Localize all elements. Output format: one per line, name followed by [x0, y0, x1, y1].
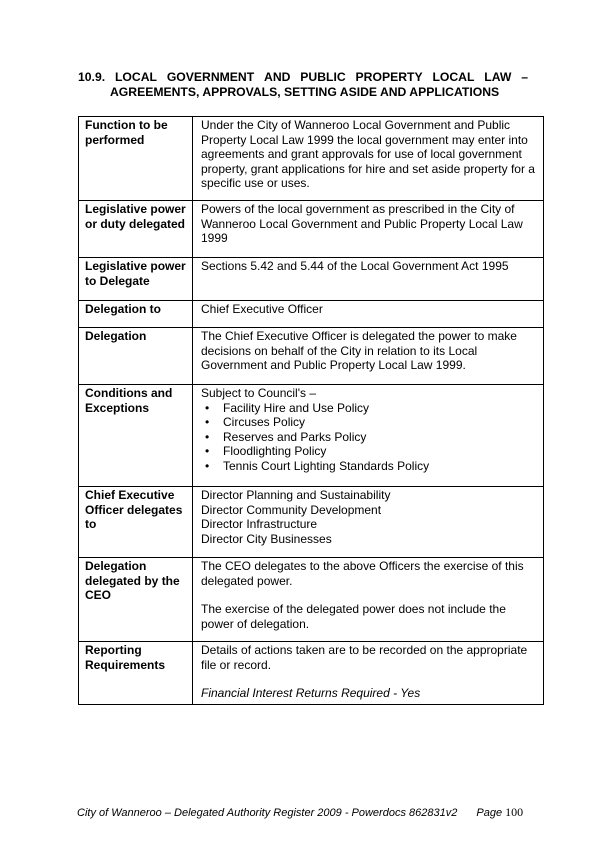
- table-row: [79, 301, 544, 328]
- row-value: [193, 385, 544, 487]
- table-row: [79, 642, 544, 705]
- list-item: • Circuses Policy: [223, 415, 538, 430]
- table-row: [79, 117, 544, 201]
- list-item: • Reserves and Parks Policy: [223, 430, 538, 445]
- row-label: Delegation: [79, 328, 193, 385]
- row-value: The Chief Executive Officer is delegated the power to make decisions on behalf of the City in relation to its Local Government and Public Property Local Law 1999.: [193, 328, 544, 385]
- delegation-table: [78, 116, 544, 705]
- heading-word: LOCAL: [432, 70, 475, 84]
- document-heading: [78, 70, 528, 100]
- delegate-officer: Director Infrastructure: [201, 517, 318, 531]
- row-label: Conditions and Exceptions: [79, 385, 193, 487]
- conditions-intro: Subject to Council's –: [201, 386, 317, 400]
- row-value: Sections 5.42 and 5.44 of the Local Government Act 1995: [193, 258, 544, 301]
- delegate-officer: Director City Businesses: [201, 531, 332, 546]
- financial-interest-note: Financial Interest Returns Required - Yes: [201, 686, 421, 700]
- paragraph: Details of actions taken are to be recorded on the appropriate file or record.: [201, 643, 528, 672]
- heading-word: LOCAL: [114, 70, 157, 84]
- row-label: Legislative power or duty delegated: [79, 201, 193, 258]
- paragraph: The CEO delegates to the above Officers the exercise of this delegated power.: [201, 559, 524, 588]
- list-item: • Facility Hire and Use Policy: [223, 401, 538, 416]
- page-label: Page: [476, 807, 503, 819]
- page-footer: [77, 805, 523, 820]
- heading-word: LAW: [484, 70, 512, 84]
- heading-word: –: [521, 70, 528, 84]
- heading-word: PROPERTY: [355, 70, 423, 84]
- table-row: [79, 201, 544, 258]
- paragraph: The exercise of the delegated power does not include the power of delegation.: [201, 602, 506, 631]
- row-label: Delegation to: [79, 301, 193, 328]
- row-value: [193, 558, 544, 642]
- list-item: • Tennis Court Lighting Standards Policy: [223, 459, 538, 474]
- table-row: [79, 258, 544, 301]
- row-label: Delegation delegated by the CEO: [79, 558, 193, 642]
- delegate-officer: Director Planning and Sustainability: [201, 488, 391, 502]
- row-label: Chief Executive Officer delegates to: [79, 487, 193, 558]
- heading-word: PUBLIC: [300, 70, 346, 84]
- table-row: [79, 558, 544, 642]
- heading-word: GOVERNMENT: [166, 70, 255, 84]
- conditions-list: [201, 401, 538, 474]
- page-number: 100: [505, 805, 524, 819]
- heading-line-1: [78, 70, 528, 85]
- row-label: Legislative power to Delegate: [79, 258, 193, 301]
- table-row: [79, 487, 544, 558]
- table-row: [79, 328, 544, 385]
- row-value: Powers of the local government as prescribed in the City of Wanneroo Local Government and Public Property Local Law 1999: [193, 201, 544, 258]
- heading-word: 10.9.: [78, 70, 106, 84]
- footer-text: City of Wanneroo – Delegated Authority Register 2009 - Powerdocs 862831v2: [77, 807, 458, 819]
- row-label: Function to be performed: [79, 117, 193, 201]
- row-value: Chief Executive Officer: [193, 301, 544, 328]
- row-label: Reporting Requirements: [79, 642, 193, 705]
- list-item: • Floodlighting Policy: [223, 444, 538, 459]
- delegate-officer: Director Community Development: [201, 502, 382, 517]
- row-value: [193, 642, 544, 705]
- heading-line-2: AGREEMENTS, APPROVALS, SETTING ASIDE AND APPLICATIONS: [110, 85, 500, 99]
- row-value: Under the City of Wanneroo Local Government and Public Property Local Law 1999 the local government may enter into agreements and grant approvals for use of local government property, grant applications for hire and set aside property for a specific use or uses.: [193, 117, 544, 201]
- row-value: [193, 487, 544, 558]
- heading-word: AND: [264, 70, 291, 84]
- table-row: [79, 385, 544, 487]
